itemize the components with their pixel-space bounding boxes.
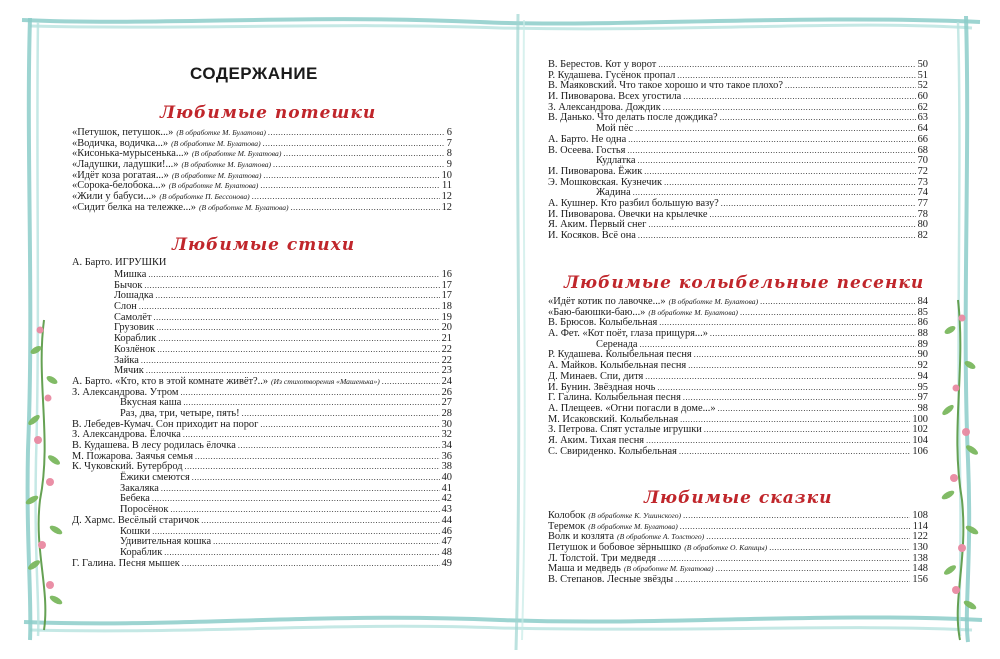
toc-dot-leader: [721, 199, 916, 210]
toc-entry-title: Л. Толстой. Три медведя: [548, 552, 657, 564]
toc-entry-page-number: 94: [917, 370, 928, 382]
toc-entry-title: А. Фет. «Кот поёт, глаза прищуря...»: [548, 328, 708, 340]
toc-dot-leader: [195, 452, 440, 463]
toc-entry-title: В. Данько. Что делать после дождика?: [548, 112, 718, 124]
toc-entry-title: Слон: [114, 301, 137, 313]
toc-entry-page-number: 156: [912, 574, 928, 586]
toc-entry-page-number: 114: [912, 520, 928, 532]
toc-dot-leader: [139, 302, 440, 313]
toc-entry-page-number: 48: [441, 546, 452, 558]
toc-dot-leader: [627, 146, 915, 157]
toc-dot-leader: [156, 323, 439, 334]
toc-entry-page-number: 24: [441, 375, 452, 387]
toc-entry-page-number: 74: [917, 187, 928, 199]
toc-dot-leader: [268, 128, 445, 139]
toc-entry-title: А. Майков. Колыбельная песня: [548, 360, 687, 372]
page-title: СОДЕРЖАНИЕ: [190, 64, 318, 83]
toc-entry-page-number: 72: [917, 165, 928, 177]
toc-entry-title: В. Маяковский. Что такое хорошо и что такое плохо?: [548, 80, 783, 92]
toc-entry-page-number: 11: [441, 180, 452, 192]
toc-entry-title: Д. Хармс. Весёлый старичок: [72, 514, 200, 526]
toc-entry-page-number: 44: [441, 514, 452, 526]
toc-dot-leader: [658, 60, 915, 71]
toc-entry-title: «Ладушки, ладушки!...»: [72, 159, 179, 171]
toc-dot-leader: [680, 522, 911, 533]
toc-dot-leader: [675, 575, 910, 586]
toc-dot-leader: [152, 494, 440, 505]
toc-entry-page-number: 22: [441, 354, 452, 366]
toc-entry-page-number: 106: [912, 445, 928, 457]
toc-entry-page-number: 20: [441, 322, 452, 334]
toc-entry-note: (В обработке М. Булатова): [199, 202, 289, 212]
toc-dot-leader: [213, 537, 440, 548]
toc-dot-leader: [185, 462, 440, 473]
toc-dot-leader: [646, 436, 910, 447]
toc-entry-page-number: 86: [917, 317, 928, 329]
toc-dot-leader: [760, 297, 915, 308]
toc-entry-page-number: 43: [441, 504, 452, 516]
toc-entry-title: В. Лебедев-Кумач. Сон приходит на порог: [72, 418, 259, 430]
toc-entry-title: Закаляка: [120, 482, 159, 494]
toc-entry-title: В. Осеева. Гостья: [548, 144, 626, 156]
toc-list-poteshki: [72, 128, 452, 214]
toc-entry-page-number: 95: [917, 381, 928, 393]
toc-entry-page-number: 63: [917, 112, 928, 124]
toc-entry-page-number: 7: [446, 137, 452, 149]
toc-entry-page-number: 90: [917, 349, 928, 361]
toc-dot-leader: [694, 350, 916, 361]
toc-entry[interactable]: [72, 548, 452, 559]
toc-entry[interactable]: [548, 372, 928, 383]
toc-dot-leader: [715, 564, 910, 575]
toc-dot-leader: [638, 156, 916, 167]
toc-entry[interactable]: [548, 447, 928, 458]
toc-entry-page-number: 108: [912, 510, 928, 521]
toc-entry-title: А. Плещеев. «Огни погасли в доме...»: [548, 402, 716, 414]
toc-entry-page-number: 9: [446, 159, 452, 171]
toc-entry-title: З. Петрова. Спят усталые игрушки: [548, 424, 702, 436]
toc-entry-title: «Петушок, петушок...»: [72, 127, 174, 138]
toc-entry-title: Мишка: [114, 269, 147, 280]
toc-entry-title: Кудлатка: [596, 155, 636, 167]
toc-dot-leader: [706, 532, 910, 543]
toc-dot-leader: [154, 313, 440, 324]
toc-entry-title: Зайка: [114, 354, 139, 366]
toc-entry-page-number: 97: [917, 392, 928, 404]
toc-entry-page-number: 62: [917, 101, 928, 113]
toc-dot-leader: [679, 447, 910, 458]
toc-entry-page-number: 130: [912, 542, 928, 554]
toc-entry-title: Мой пёс: [596, 123, 634, 135]
toc-entry-page-number: 47: [441, 536, 452, 548]
toc-dot-leader: [252, 192, 440, 203]
toc-entry-page-number: 52: [917, 80, 928, 92]
toc-entry-note: (В обработке М. Булатова): [168, 181, 259, 191]
toc-entry-note: (В обработке М. Булатова): [668, 297, 759, 306]
toc-entry[interactable]: [72, 559, 452, 570]
toc-dot-leader: [273, 160, 445, 171]
toc-dot-leader: [157, 345, 439, 356]
toc-dot-leader: [158, 334, 439, 345]
toc-entry-page-number: 41: [441, 482, 452, 494]
toc-entry-title: «Идёт коза рогатая...»: [72, 169, 169, 181]
toc-entry[interactable]: [548, 511, 928, 522]
toc-dot-leader: [683, 511, 910, 522]
toc-entry-page-number: 66: [917, 133, 928, 145]
toc-entry[interactable]: [548, 135, 928, 146]
toc-entry-page-number: 80: [917, 219, 928, 231]
toc-entry-page-number: 23: [441, 365, 452, 377]
toc-dot-leader: [260, 181, 440, 192]
toc-entry-page-number: 77: [917, 197, 928, 209]
toc-entry-page-number: 42: [441, 493, 452, 505]
toc-entry-title: А. Барто. Не одна: [548, 133, 627, 145]
toc-dot-leader: [155, 291, 439, 302]
toc-dot-leader: [683, 92, 915, 103]
toc-entry[interactable]: [548, 575, 928, 586]
toc-entry-title: Мячик: [114, 365, 144, 377]
toc-entry-note: (В обработке М. Булатова): [171, 138, 261, 148]
toc-entry-note: (Из стихотворения «Машенька»): [271, 376, 380, 386]
toc-entry-page-number: 27: [441, 397, 452, 409]
toc-entry[interactable]: [72, 516, 452, 527]
toc-dot-leader: [263, 171, 439, 182]
toc-entry-title: И. Косяков. Всё она: [548, 230, 636, 241]
toc-dot-leader: [291, 203, 440, 214]
section-heading-poteshki: Любимые потешки: [160, 103, 377, 123]
toc-entry-note: (В обработке М. Булатова): [623, 564, 714, 574]
toc-entry[interactable]: [72, 345, 452, 356]
toc-entry-page-number: 50: [917, 59, 928, 70]
toc-dot-leader: [785, 81, 916, 92]
toc-entry-title: «Идёт котик по лавочке...»: [548, 296, 666, 307]
toc-entry-page-number: 32: [441, 429, 452, 441]
toc-entry-page-number: 138: [912, 552, 928, 564]
toc-dot-leader: [657, 383, 915, 394]
toc-entry-title: Серенада: [596, 338, 638, 350]
toc-dot-leader: [635, 124, 915, 135]
toc-entry-title: М. Исаковский. Колыбельная: [548, 413, 679, 425]
toc-entry-title: Петушок и бобовое зёрнышко: [548, 542, 682, 554]
toc-entry-page-number: 22: [441, 343, 452, 355]
toc-dot-leader: [740, 308, 916, 319]
toc-entry-title: В. Берестов. Кот у ворот: [548, 59, 657, 70]
toc-entry-page-number: 6: [446, 127, 452, 138]
toc-entry-title: И. Бунин. Звёздная ночь: [548, 381, 656, 393]
toc-entry-title: Бебека: [120, 493, 150, 505]
toc-entry-page-number: 102: [912, 424, 928, 436]
toc-entry-title: В. Кудашева. В лесу родилась ёлочка: [72, 440, 236, 451]
toc-entry-page-number: 98: [917, 402, 928, 414]
toc-entry-barto-header[interactable]: А. Барто. ИГРУШКИ: [72, 257, 167, 268]
toc-entry-title: Жадина: [596, 187, 631, 199]
toc-entry-title: Лошадка: [114, 290, 154, 302]
toc-entry-title: Д. Минаев. Спи, дитя: [548, 370, 644, 382]
toc-dot-leader: [201, 516, 439, 527]
toc-entry-title: К. Чуковский. Бутерброд: [72, 461, 183, 473]
toc-entry-title: «Жили у бабуси...»: [72, 191, 157, 203]
toc-entry-page-number: 12: [441, 191, 452, 203]
toc-entry-title: Удивительная кошка: [120, 536, 212, 548]
toc-entry-title: Маша и медведь: [548, 563, 621, 575]
toc-entry-title: З. Александрова. Утром: [72, 386, 179, 398]
toc-dot-leader: [263, 139, 445, 150]
toc-entry-title: Поросёнок: [120, 504, 169, 516]
toc-entry-note: (В обработке М. Булатова): [171, 170, 262, 180]
toc-entry-page-number: 82: [917, 230, 928, 241]
toc-entry[interactable]: [548, 231, 928, 242]
toc-dot-leader: [710, 329, 916, 340]
toc-dot-leader: [164, 548, 439, 559]
toc-dot-leader: [141, 356, 440, 367]
toc-dot-leader: [192, 473, 440, 484]
toc-entry-page-number: 64: [917, 123, 928, 135]
toc-entry-note: (В обработке К. Ушинского): [588, 511, 682, 520]
toc-entry-page-number: 40: [441, 472, 452, 484]
toc-list-stikhi: [72, 270, 452, 569]
toc-entry-note: (В обработке О. Капицы): [684, 543, 768, 553]
toc-dot-leader: [148, 270, 439, 281]
toc-entry-title: Волк и козлята: [548, 531, 615, 543]
toc-dot-leader: [683, 393, 916, 404]
toc-dot-leader: [718, 404, 916, 415]
toc-entry-title: «Баю-баюшки-баю...»: [548, 306, 646, 318]
toc-entry-title: З. Александрова. Ёлочка: [72, 429, 181, 441]
toc-dot-leader: [704, 425, 911, 436]
toc-entry-title: Р. Кудашева. Колыбельная песня: [548, 349, 692, 361]
toc-entry-title: Я. Аким. Первый снег: [548, 219, 647, 231]
toc-entry-page-number: 68: [917, 144, 928, 156]
toc-entry-page-number: 19: [441, 311, 452, 323]
toc-dot-leader: [180, 388, 439, 399]
toc-dot-leader: [688, 361, 915, 372]
toc-entry-title: Г. Галина. Песня мышек: [72, 557, 180, 569]
toc-dot-leader: [260, 420, 439, 431]
toc-entry[interactable]: [72, 377, 452, 388]
toc-entry-page-number: 49: [441, 557, 452, 569]
toc-dot-leader: [238, 441, 440, 452]
toc-entry-title: И. Пивоварова. Всех угостила: [548, 91, 682, 103]
toc-dot-leader: [709, 210, 915, 221]
toc-entry-page-number: 8: [446, 148, 452, 160]
toc-entry-page-number: 84: [917, 296, 928, 307]
toc-entry-title: Бычок: [114, 279, 143, 291]
toc-entry-title: Р. Кудашева. Гусёнок пропал: [548, 69, 676, 81]
toc-dot-leader: [720, 113, 916, 124]
toc-entry-title: «Водичка, водичка...»: [72, 137, 169, 149]
toc-entry-title: Ёжики смеются: [120, 472, 190, 484]
toc-entry[interactable]: [548, 167, 928, 178]
section-heading-skazki: Любимые сказки: [644, 488, 833, 508]
toc-entry-page-number: 17: [441, 279, 452, 291]
toc-entry-page-number: 38: [441, 461, 452, 473]
toc-list-pesenki: [548, 297, 928, 457]
toc-dot-leader: [658, 554, 910, 565]
toc-entry-title: И. Пивоварова. Овечки на крылечке: [548, 208, 708, 220]
toc-dot-leader: [161, 484, 440, 495]
toc-entry-note: (В обработке М. Булатова): [648, 307, 738, 317]
toc-entry[interactable]: [72, 203, 452, 214]
toc-entry-page-number: 148: [912, 563, 928, 575]
toc-entry-page-number: 60: [917, 91, 928, 103]
toc-entry-page-number: 92: [917, 360, 928, 372]
toc-entry-page-number: 26: [441, 386, 452, 398]
toc-dot-leader: [638, 231, 916, 242]
toc-list-skazki: [548, 511, 928, 586]
section-heading-pesenki: Любимые колыбельные песенки: [564, 273, 925, 293]
toc-entry-page-number: 88: [917, 328, 928, 340]
toc-dot-leader: [283, 149, 444, 160]
toc-entry-title: Кораблик: [114, 333, 157, 345]
toc-entry-title: В. Степанов. Лесные звёзды: [548, 574, 674, 586]
toc-dot-leader: [170, 505, 439, 516]
toc-entry-page-number: 28: [441, 407, 452, 419]
toc-entry-title: З. Александрова. Дождик: [548, 101, 661, 113]
toc-entry-note: (В обработке М. Булатова): [176, 128, 266, 137]
toc-entry-page-number: 100: [912, 413, 928, 425]
toc-entry-title: Грузовик: [114, 322, 155, 334]
toc-entry-page-number: 17: [441, 290, 452, 302]
toc-entry-page-number: 18: [441, 301, 452, 313]
toc-entry-title: Теремок: [548, 520, 586, 532]
toc-entry-page-number: 10: [441, 169, 452, 181]
toc-entry-page-number: 21: [441, 333, 452, 345]
toc-entry-title: И. Пивоварова. Ёжик: [548, 165, 643, 177]
toc-dot-leader: [645, 372, 915, 383]
toc-entry-note: (В обработке М. Булатова): [181, 160, 272, 170]
toc-entry-note: (В обработке М. Булатова): [588, 521, 678, 531]
toc-entry-page-number: 34: [441, 440, 452, 451]
toc-entry-title: С. Свириденко. Колыбельная: [548, 445, 677, 457]
toc-entry-title: Самолёт: [114, 311, 152, 323]
toc-dot-leader: [182, 559, 440, 570]
toc-entry-page-number: 36: [441, 450, 452, 462]
toc-entry-title: Я. Аким. Тихая песня: [548, 434, 645, 446]
toc-dot-leader: [680, 415, 910, 426]
toc-entry-page-number: 78: [917, 208, 928, 220]
toc-dot-leader: [664, 178, 916, 189]
toc-entry-title: «Кисонька-мурысенька...»: [72, 148, 189, 160]
toc-entry-title: Козлёнок: [114, 343, 156, 355]
toc-entry-page-number: 104: [912, 434, 928, 446]
toc-entry-page-number: 122: [912, 531, 928, 543]
toc-dot-leader: [648, 220, 915, 231]
toc-entry-page-number: 89: [917, 338, 928, 350]
toc-entry-title: Вкусная каша: [120, 397, 182, 409]
toc-entry-title: В. Брюсов. Колыбельная: [548, 317, 658, 329]
toc-entry-title: Раз, два, три, четыре, пять!: [120, 407, 240, 419]
toc-entry-note: (В обработке М. Булатова): [191, 149, 282, 159]
toc-entry-title: «Сидит белка на тележке...»: [72, 201, 197, 213]
section-heading-stikhi: Любимые стихи: [172, 235, 356, 255]
toc-dot-leader: [644, 167, 915, 178]
toc-entry-page-number: 16: [441, 269, 452, 280]
right-page: [500, 0, 1000, 659]
toc-entry[interactable]: [548, 404, 928, 415]
toc-entry-title: Э. Мошковская. Кузнечик: [548, 176, 663, 188]
toc-entry-page-number: 46: [441, 525, 452, 537]
toc-entry-note: (В обработке А. Толстого): [617, 532, 705, 542]
toc-entry-page-number: 70: [917, 155, 928, 167]
toc-list-stikhi-continued: [548, 60, 928, 242]
toc-entry-page-number: 73: [917, 176, 928, 188]
toc-dot-leader: [382, 377, 440, 388]
toc-entry-title: А. Кушнер. Кто разбил большую вазу?: [548, 197, 719, 209]
toc-dot-leader: [769, 543, 910, 554]
toc-entry-title: «Сорока-белобока...»: [72, 180, 166, 192]
toc-entry-title: Колобок: [548, 510, 586, 521]
toc-entry-note: (В обработке П. Бессонова): [159, 192, 250, 202]
toc-entry-page-number: 12: [441, 201, 452, 213]
toc-entry-title: М. Пожарова. Заячья семья: [72, 450, 194, 462]
toc-entry-title: Г. Галина. Колыбельная песня: [548, 392, 681, 404]
toc-entry-page-number: 51: [917, 69, 928, 81]
toc-entry-title: Кораблик: [120, 546, 163, 558]
toc-entry-page-number: 85: [917, 306, 928, 318]
toc-dot-leader: [242, 409, 440, 420]
toc-entry-title: А. Барто. «Кто, кто в этой комнате живёт?..»: [72, 375, 269, 387]
toc-entry-title: Кошки: [120, 525, 151, 537]
toc-dot-leader: [628, 135, 915, 146]
toc-dot-leader: [144, 281, 439, 292]
toc-entry-page-number: 30: [441, 418, 452, 430]
